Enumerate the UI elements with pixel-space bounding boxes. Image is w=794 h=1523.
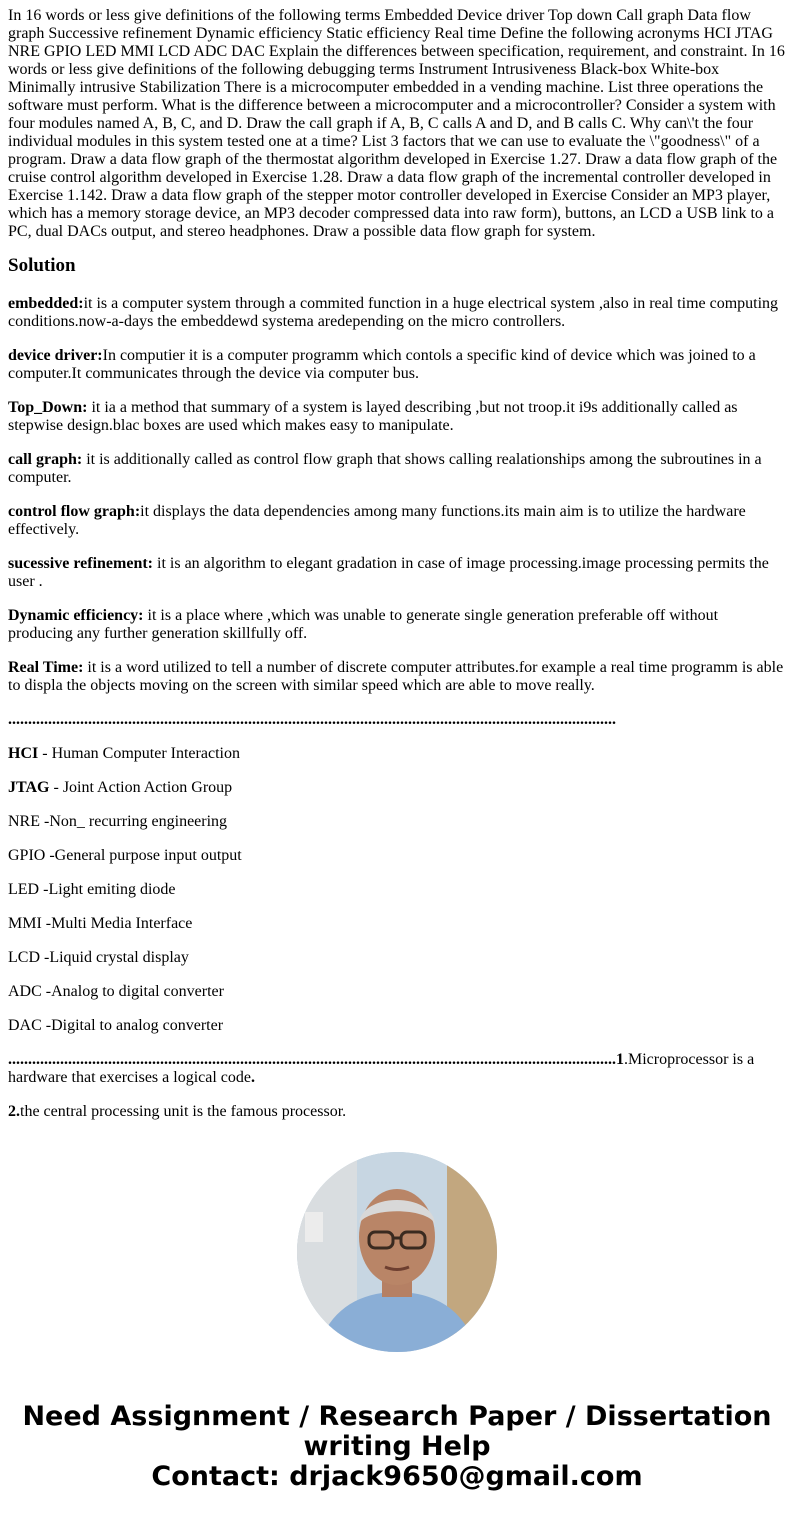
definition-item <box>8 451 786 487</box>
definition-text: it is a computer system through a commited function in a huge electrical system ,also in real time computing conditions.now-a-days the embeddewd systema aredepending on the micro controllers. <box>8 295 779 330</box>
definition-item <box>8 295 786 331</box>
point-number: 2. <box>8 1103 20 1120</box>
definition-term: control flow graph: <box>8 503 141 520</box>
acronym-text: -Non_ recurring engineering <box>40 813 228 830</box>
acronym-text: -Digital to analog converter <box>41 1017 224 1034</box>
acronym-item <box>8 847 786 865</box>
acronym-abbr: LCD <box>8 949 40 966</box>
definition-term: Real Time: <box>8 659 84 676</box>
author-avatar <box>297 1152 497 1352</box>
solution-heading: Solution <box>8 255 76 276</box>
acronym-item <box>8 881 786 899</box>
banner-contact-line: Contact: drjack9650@gmail.com <box>151 1461 643 1492</box>
definition-text: it is a word utilized to tell a number of discrete computer attributes.for example a real time programm is able to displa the objects moving on the screen with similar speed which are able to move really. <box>8 659 784 694</box>
definition-item <box>8 555 786 591</box>
banner-line-1: Need Assignment / Research Paper / Dissertation <box>22 1401 772 1432</box>
point-number: 1 <box>616 1051 624 1068</box>
acronym-abbr: GPIO <box>8 847 46 864</box>
definition-text: it displays the data dependencies among many functions.its main aim is to utilize the hardware effectively. <box>8 503 746 538</box>
definition-term: sucessive refinement: <box>8 555 153 572</box>
point-text: the central processing unit is the famous processor. <box>20 1103 347 1120</box>
definitions-list <box>8 295 786 695</box>
contact-banner <box>0 1402 794 1492</box>
definition-text: it ia a method that summary of a system is layed describing ,but not troop.it i9s additionally called as stepwise design.blac boxes are used which makes easy to manipulate. <box>8 399 738 434</box>
definition-item <box>8 659 786 695</box>
acronym-text: -Analog to digital converter <box>41 983 224 1000</box>
definition-text: In computier it is a computer programm which contols a specific kind of device which was joined to a computer.It communicates through the device via computer bus. <box>8 347 756 382</box>
acronym-text: -General purpose input output <box>45 847 242 864</box>
acronym-item <box>8 779 786 797</box>
acronyms-list <box>8 745 786 1035</box>
acronym-text: -Multi Media Interface <box>41 915 193 932</box>
acronym-text: - Joint Action Action Group <box>49 779 233 796</box>
acronym-abbr: JTAG <box>8 779 50 796</box>
banner-line-2: writing Help <box>303 1431 491 1462</box>
acronym-item <box>8 745 786 763</box>
acronym-item <box>8 1017 786 1035</box>
microprocessor-point-1 <box>8 1051 786 1087</box>
definition-text: it is a place where ,which was unable to generate single generation preferable off without producing any further generation skillfully off. <box>8 607 719 642</box>
answer-content <box>8 7 786 1123</box>
definition-item <box>8 503 786 539</box>
acronym-abbr: NRE <box>8 813 40 830</box>
definition-term: Top_Down: <box>8 399 88 416</box>
acronym-abbr: DAC <box>8 1017 42 1034</box>
separator-dots: ........................................................................................................................................................ <box>8 711 616 728</box>
definition-term: call graph: <box>8 451 83 468</box>
point-end: . <box>250 1069 255 1086</box>
acronym-abbr: ADC <box>8 983 42 1000</box>
author-portrait-image <box>297 1152 497 1352</box>
acronym-abbr: MMI <box>8 915 42 932</box>
acronym-abbr: LED <box>8 881 40 898</box>
separator-dots-inline: ........................................................................................................................................................ <box>8 1051 616 1068</box>
question-text: In 16 words or less give definitions of the following terms Embedded Device driver Top down Call graph Data flow graph Successive refinement Dynamic efficiency Static efficiency Real time Define the following acronyms HCI JTAG NRE GPIO LED MMI LCD ADC DAC Explain the differences between specification, requirement, and constraint. In 16 words or less give definitions of the following debugging terms Instrument Intrusiveness Black-box White-box Minimally intrusive Stabilization There is a microcomputer embedded in a vending machine. List three operations the software must perform. What is the difference between a microcomputer and a microcontroller? Consider a system with four modules named A, B, C, and D. Draw the call graph if A, B, C calls A and D, and B calls C. Why can\'t the four individual modules in this system tested one at a time? List 3 factors that we can use to evaluate the \"goodness\" of a program. Draw a data flow graph of the thermostat algorithm developed in Exercise 1.27. Draw a data flow graph of the cruise control algorithm developed in Exercise 1.28. Draw a data flow graph of the incremental controller developed in Exercise 1.142. Draw a data flow graph of the stepper motor controller developed in Exercise Consider an MP3 player, which has a memory storage device, an MP3 decoder compressed data into raw form), buttons, an LCD a USB link to a PC, dual DACs output, and stereo headphones. Draw a possible data flow graph for system. <box>8 7 785 240</box>
acronym-text: -Light emiting diode <box>39 881 176 898</box>
microprocessor-point-2 <box>8 1103 786 1121</box>
definition-text: it is an algorithm to elegant gradation in case of image processing.image processing permits the user . <box>8 555 769 590</box>
acronym-text: - Human Computer Interaction <box>38 745 240 762</box>
definition-item <box>8 607 786 643</box>
point-text: .Microprocessor is a hardware that exercises a logical code <box>8 1051 755 1086</box>
acronym-abbr: HCI <box>8 745 39 762</box>
definition-term: embedded: <box>8 295 84 312</box>
definition-item <box>8 347 786 383</box>
acronym-item <box>8 813 786 831</box>
acronym-text: -Liquid crystal display <box>40 949 189 966</box>
acronym-item <box>8 983 786 1001</box>
definition-item <box>8 399 786 435</box>
definition-text: it is additionally called as control flow graph that shows calling realationships among the subroutines in a computer. <box>8 451 762 486</box>
definition-term: device driver: <box>8 347 103 364</box>
acronym-item <box>8 949 786 967</box>
acronym-item <box>8 915 786 933</box>
definition-term: Dynamic efficiency: <box>8 607 144 624</box>
